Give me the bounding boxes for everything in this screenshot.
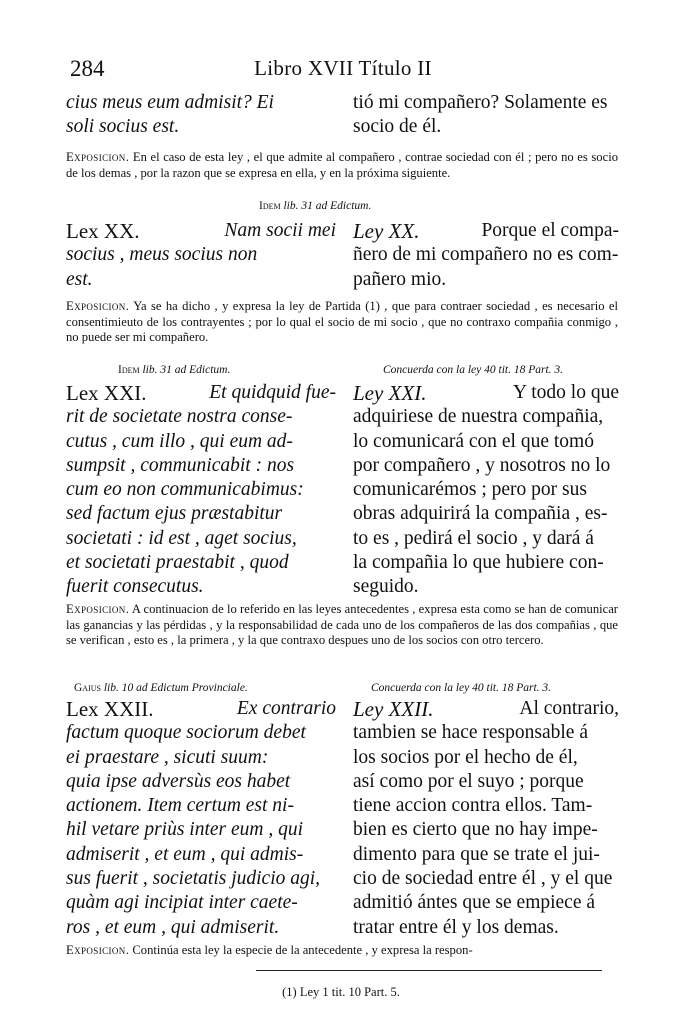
latin-line: est. xyxy=(66,268,93,290)
spanish-line: tió mi compañero? Solamente es xyxy=(353,92,608,113)
exposicion-paragraph xyxy=(66,150,618,181)
spanish-text-continued xyxy=(353,91,619,140)
spanish-line: seguido. xyxy=(353,576,419,598)
footnote-rule xyxy=(256,970,602,971)
spanish-line: lo comunicará con el que tomó xyxy=(353,430,594,452)
latin-text-continued xyxy=(66,91,336,140)
spanish-line: tiene accion contra ellos. Tam- xyxy=(353,795,593,817)
latin-line: quàm agi incipiat inter caete- xyxy=(66,892,298,914)
latin-line: Et quidquid fue- xyxy=(209,382,336,403)
spanish-line: por compañero , y nosotros no lo xyxy=(353,454,611,476)
latin-line: socius , meus socius non xyxy=(66,244,258,266)
spanish-line: to es , pedirá el socio , y dará á xyxy=(353,527,594,549)
spanish-line: ñero de mi compañero no es com- xyxy=(353,244,619,266)
exposicion-text: Ya se ha dicho , y expresa la ley de Partida (1) , que para contraer sociedad , es necesario el consentimieuto de los contrayentes ; por lo qual el socio de mi socio , que no contraxo compañia conmigo , no puede ser mi compañero. xyxy=(66,299,618,345)
spanish-line: así como por el suyo ; porque xyxy=(353,770,584,792)
spanish-line: adquiriese de nuestra compañia, xyxy=(353,406,604,428)
spanish-line: socio de él. xyxy=(353,116,442,138)
spanish-line: obras adquirirá la compañia , es- xyxy=(353,503,608,525)
spanish-line: bien es cierto que no hay impe- xyxy=(353,819,598,841)
latin-line: rit de societate nostra conse- xyxy=(66,406,293,428)
concordance-citation: Concuerda con la ley 40 tit. 18 Part. 3. xyxy=(383,364,564,376)
spanish-line: tratar entre él y los demas. xyxy=(353,916,559,938)
exposicion-paragraph xyxy=(66,299,618,346)
lex-label: Lex XXII. xyxy=(66,697,154,721)
latin-line: factum quoque sociorum debet xyxy=(66,722,306,744)
latin-line: sumpsit , communicabit : nos xyxy=(66,454,295,476)
ley-xx-spanish xyxy=(353,219,619,292)
spanish-line: pañero mio. xyxy=(353,268,447,290)
spanish-line: Y todo lo que xyxy=(513,382,619,403)
spanish-line: dimento para que se trate el jui- xyxy=(353,843,600,865)
exposicion-text: A continuacion de lo referido en las leyes antecedentes , expresa esta como se han de comunicar las ganancias y las pérdidas , y la responsabilidad de cada uno de los compañeros de las dos compañias , que se verifican , esto es , la primera , y la que contraxo despues uno de los socios con otro tercero. xyxy=(66,602,618,648)
latin-line: actionem. Item certum est ni- xyxy=(66,795,294,817)
exposicion-label: Exposicion. xyxy=(66,299,130,313)
lex-xxi-latin xyxy=(66,381,336,600)
latin-line: quia ipse adversùs eos habet xyxy=(66,770,291,792)
lex-label: Lex XX. xyxy=(66,219,140,243)
ley-xxii-spanish xyxy=(353,697,619,940)
latin-line: cum eo non communicabimus: xyxy=(66,479,304,501)
spanish-line: Al contrario, xyxy=(519,698,619,719)
spanish-line: comunicarémos ; pero por sus xyxy=(353,479,587,501)
exposicion-text: Continúa esta ley la especie de la antecedente , y expresa la respon- xyxy=(132,943,473,957)
exposicion-paragraph xyxy=(66,943,618,959)
latin-line: sed factum ejus præstabitur xyxy=(66,503,283,525)
source-citation: Idem lib. 31 ad Edictum. xyxy=(259,200,372,212)
exposicion-text: En el caso de esta ley , el que admite al compañero , contrae sociedad con él ; pero no es socio de los demas , por la razon que se expresa en ella, y en la próxima siguiente. xyxy=(66,150,618,180)
latin-line: ros , et eum , qui admiserit. xyxy=(66,916,280,938)
ley-label: Ley XXII. xyxy=(353,697,434,721)
latin-line: hil vetare priùs inter eum , qui xyxy=(66,819,304,841)
spanish-line: cio de sociedad entre él , y el que xyxy=(353,868,613,890)
latin-line: societati : id est , aget socius, xyxy=(66,527,297,549)
latin-line: Ex contrario xyxy=(236,698,336,719)
exposicion-label: Exposicion. xyxy=(66,602,130,616)
latin-line: cutus , cum illo , qui eum ad- xyxy=(66,430,293,452)
latin-line: soli socius est. xyxy=(66,116,180,138)
spanish-line: Porque el compa- xyxy=(481,220,619,241)
spanish-line: admitió ántes que se empiece á xyxy=(353,892,596,914)
latin-line: fuerit consecutus. xyxy=(66,576,204,598)
running-title: Libro XVII Título II xyxy=(254,56,432,80)
spanish-line: tambien se hace responsable á xyxy=(353,722,588,744)
ley-xxi-spanish xyxy=(353,381,619,600)
page-number: 284 xyxy=(70,56,105,81)
spanish-line: la compañia lo que hubiere con- xyxy=(353,552,604,574)
exposicion-label: Exposicion. xyxy=(66,943,130,957)
concordance-citation: Concuerda con la ley 40 tit. 18 Part. 3. xyxy=(371,682,552,694)
latin-line: ei praestare , sicuti suum: xyxy=(66,746,269,768)
source-citation: Gaius lib. 10 ad Edictum Provinciale. xyxy=(74,682,248,694)
ley-label: Ley XX. xyxy=(353,219,420,243)
footnote: (1) Ley 1 tit. 10 Part. 5. xyxy=(282,985,400,999)
ley-label: Ley XXI. xyxy=(353,381,427,405)
exposicion-paragraph xyxy=(66,602,618,649)
latin-line: admiserit , et eum , qui admis- xyxy=(66,843,304,865)
latin-line: cius meus eum admisit? Ei xyxy=(66,92,274,113)
lex-xxii-latin xyxy=(66,697,336,940)
spanish-line: los socios por el hecho de él, xyxy=(353,746,578,768)
lex-xx-latin xyxy=(66,219,336,292)
latin-line: sus fuerit , societatis judicio agi, xyxy=(66,868,321,890)
latin-line: Nam socii mei xyxy=(224,220,336,241)
exposicion-label: Exposicion. xyxy=(66,150,130,164)
page-header xyxy=(70,56,616,86)
source-citation: Idem lib. 31 ad Edictum. xyxy=(118,364,231,376)
lex-label: Lex XXI. xyxy=(66,381,147,405)
latin-line: et societati praestabit , quod xyxy=(66,552,289,574)
